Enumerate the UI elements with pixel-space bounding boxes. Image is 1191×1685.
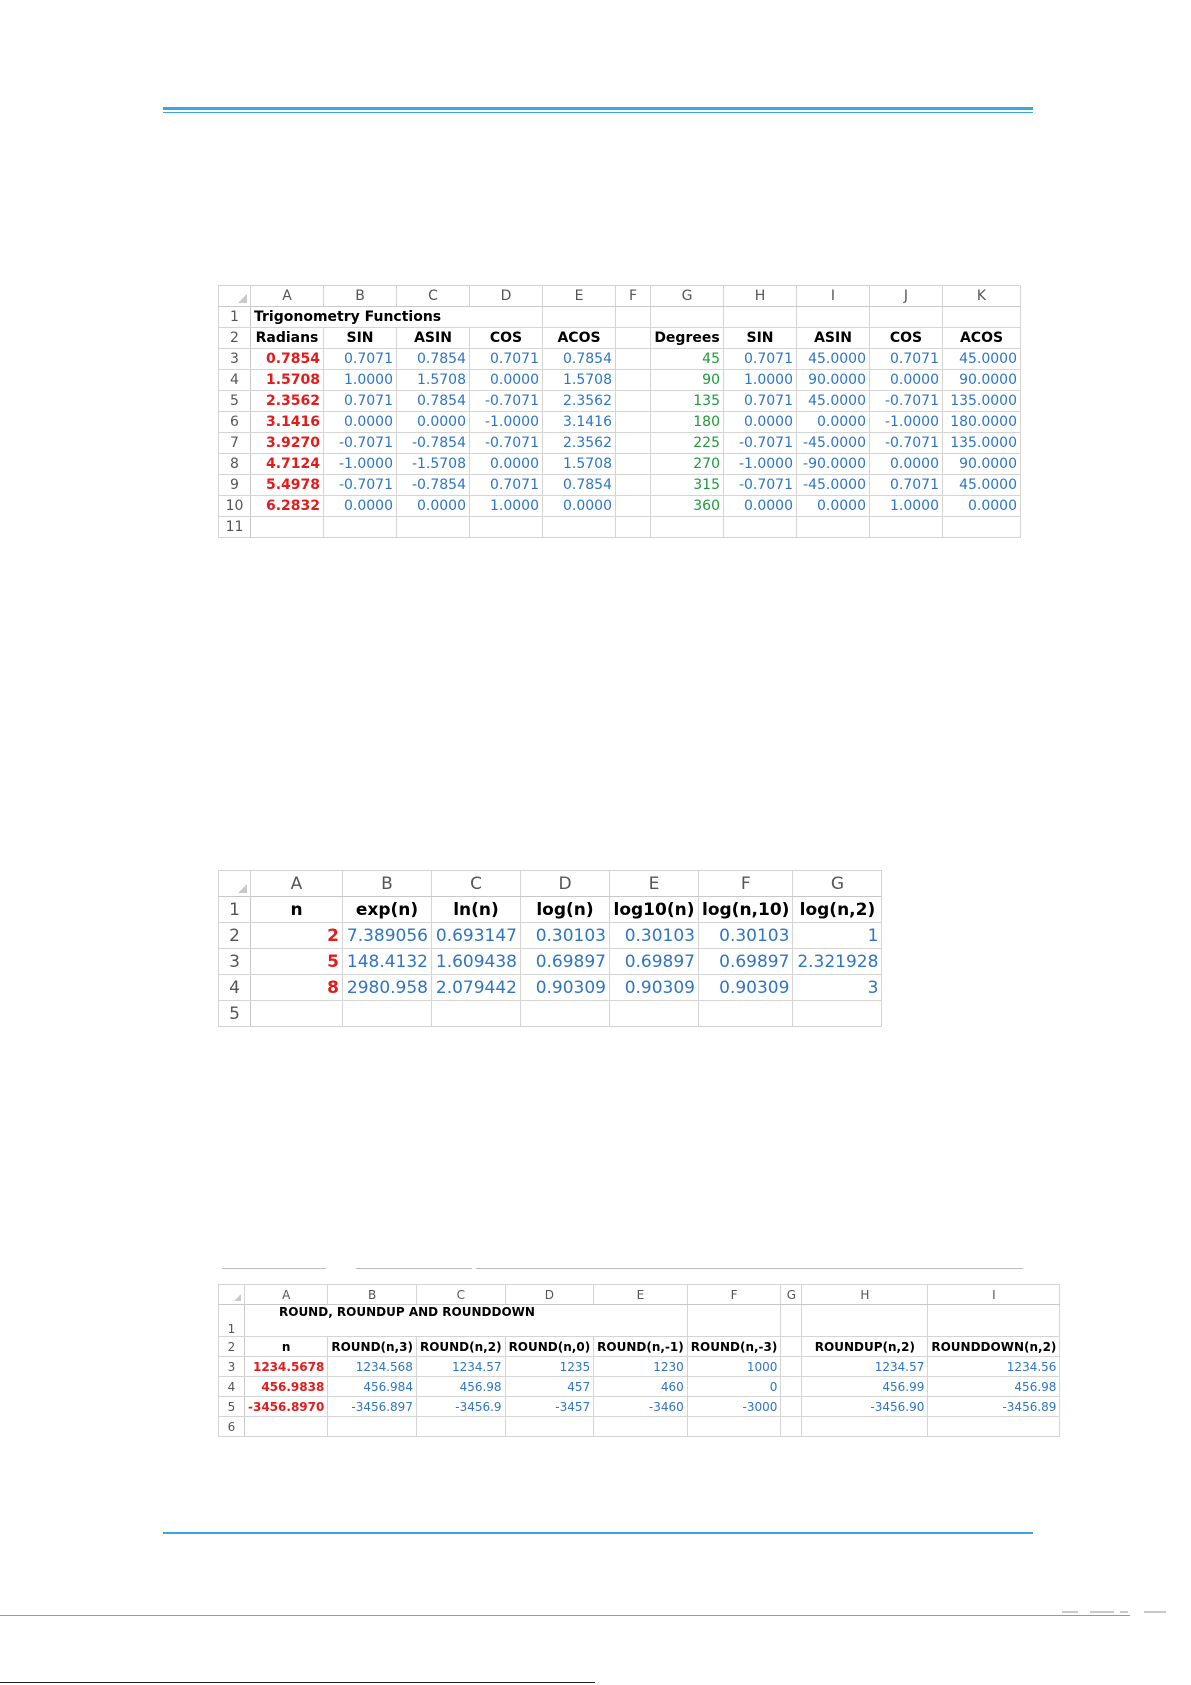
cell[interactable]: 1234.57	[802, 1357, 928, 1377]
cell[interactable]: 0.7854	[397, 349, 470, 370]
cell[interactable]: -1.0000	[724, 454, 797, 475]
cell[interactable]: 0.7854	[543, 475, 616, 496]
column-header[interactable]: H	[724, 286, 797, 307]
log-spreadsheet	[218, 870, 882, 1027]
table-row	[219, 897, 882, 923]
divider	[356, 1268, 472, 1269]
cell[interactable]	[521, 1001, 610, 1027]
cell[interactable]: 1234.57	[416, 1357, 505, 1377]
cell[interactable]: 7.389056	[343, 923, 432, 949]
cell[interactable]: -0.7854	[397, 433, 470, 454]
cell[interactable]: 1234.568	[328, 1357, 417, 1377]
header-cell[interactable]: ASIN	[797, 328, 870, 349]
cell[interactable]: 1.5708	[251, 370, 324, 391]
cell[interactable]: -1.0000	[324, 454, 397, 475]
cell[interactable]: 5	[251, 949, 343, 975]
cell[interactable]	[616, 391, 651, 412]
row-header[interactable]: 6	[219, 412, 251, 433]
cell[interactable]	[616, 307, 651, 328]
cell[interactable]: 90	[651, 370, 724, 391]
table-row	[219, 1417, 1060, 1437]
cell[interactable]: 0.7854	[397, 391, 470, 412]
column-header[interactable]: A	[251, 871, 343, 897]
table-row	[219, 517, 1021, 538]
cell[interactable]: 0.69897	[610, 949, 699, 975]
cell[interactable]: -90.0000	[797, 454, 870, 475]
cell[interactable]: 0.7071	[324, 349, 397, 370]
row-header[interactable]: 3	[219, 949, 251, 975]
cell[interactable]	[343, 1001, 432, 1027]
column-header[interactable]: D	[521, 871, 610, 897]
cell[interactable]	[724, 307, 797, 328]
cell[interactable]	[470, 307, 543, 328]
footer-rule-blue	[163, 1532, 1033, 1534]
cell[interactable]: 3.9270	[251, 433, 324, 454]
cell[interactable]: 45.0000	[797, 349, 870, 370]
cell[interactable]: 1.0000	[470, 496, 543, 517]
sheet-title[interactable]: ROUND, ROUNDUP AND ROUNDDOWN	[245, 1305, 594, 1337]
cell[interactable]	[651, 307, 724, 328]
column-header[interactable]: B	[328, 1285, 417, 1305]
cell[interactable]	[251, 517, 324, 538]
cell[interactable]	[870, 517, 943, 538]
header-cell[interactable]: ROUND(n,-1)	[594, 1337, 688, 1357]
cell[interactable]: 456.98	[928, 1377, 1060, 1397]
cell[interactable]: -1.5708	[397, 454, 470, 475]
header-cell[interactable]: ASIN	[397, 328, 470, 349]
cell[interactable]: -0.7071	[724, 475, 797, 496]
cell[interactable]: 270	[651, 454, 724, 475]
header-cell[interactable]: ln(n)	[432, 897, 521, 923]
page-mark	[1120, 1611, 1128, 1613]
cell[interactable]: 180	[651, 412, 724, 433]
cell[interactable]: 0.7071	[870, 349, 943, 370]
table-row	[219, 1305, 1060, 1337]
cell[interactable]: 1230	[594, 1357, 688, 1377]
header-cell[interactable]: ROUND(n,0)	[505, 1337, 594, 1357]
cell[interactable]	[802, 1305, 928, 1337]
cell[interactable]: 0.90309	[699, 975, 793, 1001]
page-mark	[1144, 1611, 1166, 1613]
header-cell[interactable]: ROUND(n,2)	[416, 1337, 505, 1357]
cell[interactable]: 225	[651, 433, 724, 454]
cell[interactable]	[397, 517, 470, 538]
cell[interactable]	[416, 1417, 505, 1437]
cell[interactable]: 0.0000	[797, 412, 870, 433]
cell[interactable]: 2980.958	[343, 975, 432, 1001]
cell[interactable]	[793, 1001, 882, 1027]
cell[interactable]: 0.0000	[397, 496, 470, 517]
cell[interactable]: -3456.8970	[245, 1397, 328, 1417]
cell[interactable]: 2.3562	[543, 433, 616, 454]
cell[interactable]	[651, 517, 724, 538]
cell[interactable]: 45	[651, 349, 724, 370]
row-header[interactable]: 4	[219, 975, 251, 1001]
cell[interactable]	[797, 307, 870, 328]
cell[interactable]: 0.7071	[470, 475, 543, 496]
header-cell[interactable]: exp(n)	[343, 897, 432, 923]
cell[interactable]: 2	[251, 923, 343, 949]
cell[interactable]: -1.0000	[470, 412, 543, 433]
cell[interactable]: 0.0000	[470, 370, 543, 391]
bottom-rule	[0, 1682, 595, 1683]
cell[interactable]	[505, 1417, 594, 1437]
cell[interactable]	[797, 517, 870, 538]
cell[interactable]: -3456.89	[928, 1397, 1060, 1417]
row-header[interactable]: 6	[219, 1417, 245, 1437]
column-header[interactable]: A	[251, 286, 324, 307]
cell[interactable]: 0.0000	[724, 412, 797, 433]
footer-rule	[0, 1615, 1130, 1616]
cell[interactable]: 2.321928	[793, 949, 882, 975]
cell[interactable]: 1234.5678	[245, 1357, 328, 1377]
cell[interactable]: 45.0000	[797, 391, 870, 412]
cell[interactable]: 0.69897	[699, 949, 793, 975]
cell[interactable]	[928, 1417, 1060, 1437]
cell[interactable]: 2.3562	[543, 391, 616, 412]
cell[interactable]: 0.0000	[870, 370, 943, 391]
cell[interactable]: 135.0000	[943, 391, 1021, 412]
cell[interactable]: 0.0000	[324, 412, 397, 433]
header-cell[interactable]: COS	[870, 328, 943, 349]
table-row	[219, 496, 1021, 517]
header-rule	[163, 107, 1033, 110]
column-header[interactable]: K	[943, 286, 1021, 307]
cell[interactable]: 4.7124	[251, 454, 324, 475]
header-cell[interactable]: Radians	[251, 328, 324, 349]
cell[interactable]: -45.0000	[797, 475, 870, 496]
cell[interactable]: 1.609438	[432, 949, 521, 975]
header-cell[interactable]: COS	[470, 328, 543, 349]
cell[interactable]: -45.0000	[797, 433, 870, 454]
row-header[interactable]: 5	[219, 1001, 251, 1027]
cell[interactable]	[943, 307, 1021, 328]
cell[interactable]	[543, 517, 616, 538]
cell[interactable]	[610, 1001, 699, 1027]
cell[interactable]: 148.4132	[343, 949, 432, 975]
cell[interactable]: 0.0000	[870, 454, 943, 475]
column-header[interactable]: A	[245, 1285, 328, 1305]
table-row	[219, 923, 882, 949]
row-header[interactable]: 1	[219, 897, 251, 923]
column-header[interactable]: B	[324, 286, 397, 307]
cell[interactable]: 5.4978	[251, 475, 324, 496]
row-header[interactable]: 2	[219, 1337, 245, 1357]
cell[interactable]: 0.69897	[521, 949, 610, 975]
cell[interactable]	[616, 475, 651, 496]
column-header[interactable]: E	[594, 1285, 688, 1305]
cell[interactable]: 0.90309	[521, 975, 610, 1001]
cell[interactable]: -0.7071	[724, 433, 797, 454]
cell[interactable]: 1000	[687, 1357, 781, 1377]
cell[interactable]: 180.0000	[943, 412, 1021, 433]
row-header[interactable]: 1	[219, 1305, 245, 1337]
header-cell[interactable]	[616, 328, 651, 349]
header-cell[interactable]: ROUND(n,3)	[328, 1337, 417, 1357]
cell[interactable]: 0.0000	[543, 496, 616, 517]
header-cell[interactable]: SIN	[724, 328, 797, 349]
cell[interactable]: 315	[651, 475, 724, 496]
table-row	[219, 370, 1021, 391]
cell[interactable]	[251, 1001, 343, 1027]
cell[interactable]: 2.079442	[432, 975, 521, 1001]
cell[interactable]: 1.0000	[724, 370, 797, 391]
cell[interactable]: -0.7071	[470, 391, 543, 412]
header-cell[interactable]	[781, 1337, 802, 1357]
cell[interactable]: 0.7071	[470, 349, 543, 370]
header-rule-thin	[163, 112, 1033, 113]
column-header[interactable]: H	[802, 1285, 928, 1305]
cell[interactable]	[802, 1417, 928, 1437]
row-header[interactable]: 11	[219, 517, 251, 538]
cell[interactable]	[870, 307, 943, 328]
cell[interactable]: 460	[594, 1377, 688, 1397]
cell[interactable]: 456.9838	[245, 1377, 328, 1397]
table-row	[219, 328, 1021, 349]
cell[interactable]	[594, 1305, 688, 1337]
cell[interactable]: 6.2832	[251, 496, 324, 517]
table-row	[219, 1377, 1060, 1397]
cell[interactable]: 0.30103	[521, 923, 610, 949]
cell[interactable]: 2.3562	[251, 391, 324, 412]
cell[interactable]	[781, 1305, 802, 1337]
cell[interactable]: -0.7071	[870, 433, 943, 454]
cell[interactable]	[245, 1417, 328, 1437]
divider	[476, 1268, 1023, 1269]
cell[interactable]: 457	[505, 1377, 594, 1397]
cell[interactable]: 456.99	[802, 1377, 928, 1397]
column-header-row	[219, 286, 1021, 307]
cell[interactable]: 3	[793, 975, 882, 1001]
column-header[interactable]: E	[610, 871, 699, 897]
cell[interactable]: 3.1416	[251, 412, 324, 433]
cell[interactable]: -3456.897	[328, 1397, 417, 1417]
cell[interactable]: 0.7071	[724, 391, 797, 412]
header-cell[interactable]: log(n)	[521, 897, 610, 923]
row-header[interactable]: 4	[219, 1377, 245, 1397]
cell[interactable]: 1.0000	[324, 370, 397, 391]
row-header[interactable]: 3	[219, 349, 251, 370]
cell[interactable]: 3.1416	[543, 412, 616, 433]
row-header[interactable]: 5	[219, 391, 251, 412]
row-header[interactable]: 2	[219, 923, 251, 949]
cell[interactable]: 0.7854	[543, 349, 616, 370]
cell[interactable]: -0.7071	[870, 391, 943, 412]
table-row	[219, 475, 1021, 496]
cell[interactable]: 0.0000	[943, 496, 1021, 517]
table-row	[219, 391, 1021, 412]
row-header[interactable]: 10	[219, 496, 251, 517]
cell[interactable]	[432, 1001, 521, 1027]
cell[interactable]	[616, 454, 651, 475]
sheet-title[interactable]: Trigonometry Functions	[251, 307, 470, 328]
table-row	[219, 1001, 882, 1027]
table-row	[219, 433, 1021, 454]
row-header[interactable]: 2	[219, 328, 251, 349]
select-all-corner[interactable]	[219, 871, 251, 897]
cell[interactable]: 0.7071	[870, 475, 943, 496]
header-cell[interactable]: log(n,10)	[699, 897, 793, 923]
row-header[interactable]: 8	[219, 454, 251, 475]
cell[interactable]: -3460	[594, 1397, 688, 1417]
cell[interactable]: -0.7071	[324, 475, 397, 496]
cell[interactable]: 45.0000	[943, 349, 1021, 370]
column-header[interactable]: E	[543, 286, 616, 307]
table-row	[219, 412, 1021, 433]
cell[interactable]: -0.7071	[324, 433, 397, 454]
header-cell[interactable]: n	[245, 1337, 328, 1357]
cell[interactable]: -3456.9	[416, 1397, 505, 1417]
header-cell[interactable]: ROUNDDOWN(n,2)	[928, 1337, 1060, 1357]
cell[interactable]	[616, 349, 651, 370]
cell[interactable]: 1.5708	[397, 370, 470, 391]
cell[interactable]	[616, 433, 651, 454]
cell[interactable]	[781, 1417, 802, 1437]
row-header[interactable]: 5	[219, 1397, 245, 1417]
cell[interactable]	[781, 1377, 802, 1397]
cell[interactable]: -0.7854	[397, 475, 470, 496]
header-cell[interactable]: ACOS	[943, 328, 1021, 349]
cell[interactable]: 135.0000	[943, 433, 1021, 454]
column-header[interactable]: F	[616, 286, 651, 307]
column-header[interactable]: C	[397, 286, 470, 307]
table-row	[219, 1357, 1060, 1377]
cell[interactable]: 0.30103	[610, 923, 699, 949]
cell[interactable]	[543, 307, 616, 328]
header-cell[interactable]: SIN	[324, 328, 397, 349]
column-header[interactable]: G	[781, 1285, 802, 1305]
cell[interactable]: 0.0000	[470, 454, 543, 475]
page-mark	[1090, 1611, 1114, 1613]
cell[interactable]: 0.90309	[610, 975, 699, 1001]
header-cell[interactable]: ACOS	[543, 328, 616, 349]
cell[interactable]: 0.0000	[797, 496, 870, 517]
row-header[interactable]: 7	[219, 433, 251, 454]
table-row	[219, 454, 1021, 475]
table-row	[219, 949, 882, 975]
trig-spreadsheet	[218, 285, 1021, 538]
column-header[interactable]: F	[699, 871, 793, 897]
cell[interactable]: 135	[651, 391, 724, 412]
table-row	[219, 975, 882, 1001]
column-header[interactable]: J	[870, 286, 943, 307]
column-header[interactable]: I	[797, 286, 870, 307]
row-header[interactable]: 1	[219, 307, 251, 328]
column-header[interactable]: G	[651, 286, 724, 307]
cell[interactable]: 0.0000	[724, 496, 797, 517]
cell[interactable]	[781, 1357, 802, 1377]
cell[interactable]	[324, 517, 397, 538]
page-mark	[1062, 1611, 1078, 1613]
cell[interactable]: 1.0000	[870, 496, 943, 517]
select-all-corner[interactable]	[219, 286, 251, 307]
cell[interactable]: 0.7854	[251, 349, 324, 370]
column-header-row	[219, 1285, 1060, 1305]
cell[interactable]: 1	[793, 923, 882, 949]
cell[interactable]: 0.7071	[724, 349, 797, 370]
header-cell[interactable]: ROUND(n,-3)	[687, 1337, 781, 1357]
cell[interactable]: -3457	[505, 1397, 594, 1417]
cell[interactable]: 360	[651, 496, 724, 517]
cell[interactable]: -1.0000	[870, 412, 943, 433]
table-row	[219, 349, 1021, 370]
table-row	[219, 1397, 1060, 1417]
cell[interactable]: -0.7071	[470, 433, 543, 454]
cell[interactable]	[781, 1397, 802, 1417]
cell[interactable]	[687, 1305, 781, 1337]
column-header[interactable]: C	[432, 871, 521, 897]
cell[interactable]	[470, 517, 543, 538]
column-header[interactable]: F	[687, 1285, 781, 1305]
row-header[interactable]: 3	[219, 1357, 245, 1377]
cell[interactable]	[687, 1417, 781, 1437]
cell[interactable]: 0.7071	[324, 391, 397, 412]
cell[interactable]: 1234.56	[928, 1357, 1060, 1377]
cell[interactable]: 1.5708	[543, 370, 616, 391]
cell[interactable]: 1.5708	[543, 454, 616, 475]
row-header[interactable]: 9	[219, 475, 251, 496]
select-all-corner[interactable]	[219, 1285, 245, 1305]
cell[interactable]: 0	[687, 1377, 781, 1397]
header-cell[interactable]: Degrees	[651, 328, 724, 349]
cell[interactable]: 90.0000	[943, 370, 1021, 391]
cell[interactable]: -3456.90	[802, 1397, 928, 1417]
column-header[interactable]: D	[470, 286, 543, 307]
header-cell[interactable]: log(n,2)	[793, 897, 882, 923]
cell[interactable]	[328, 1417, 417, 1437]
column-header[interactable]: C	[416, 1285, 505, 1305]
cell[interactable]: 0.693147	[432, 923, 521, 949]
cell[interactable]	[699, 1001, 793, 1027]
header-cell[interactable]: log10(n)	[610, 897, 699, 923]
cell[interactable]	[616, 370, 651, 391]
row-header[interactable]: 4	[219, 370, 251, 391]
cell[interactable]	[594, 1417, 688, 1437]
cell[interactable]	[943, 517, 1021, 538]
cell[interactable]	[616, 496, 651, 517]
column-header[interactable]: D	[505, 1285, 594, 1305]
cell[interactable]: 1235	[505, 1357, 594, 1377]
table-row	[219, 1337, 1060, 1357]
header-cell[interactable]: ROUNDUP(n,2)	[802, 1337, 928, 1357]
cell[interactable]: -3000	[687, 1397, 781, 1417]
cell[interactable]	[616, 517, 651, 538]
cell[interactable]: 90.0000	[797, 370, 870, 391]
header-cell[interactable]: n	[251, 897, 343, 923]
cell[interactable]	[724, 517, 797, 538]
divider	[222, 1268, 326, 1269]
cell[interactable]: 0.30103	[699, 923, 793, 949]
cell[interactable]	[616, 412, 651, 433]
column-header[interactable]: G	[793, 871, 882, 897]
cell[interactable]: 456.984	[328, 1377, 417, 1397]
table-row	[219, 307, 1021, 328]
column-header-row	[219, 871, 882, 897]
column-header[interactable]: I	[928, 1285, 1060, 1305]
cell[interactable]: 45.0000	[943, 475, 1021, 496]
cell[interactable]: 90.0000	[943, 454, 1021, 475]
cell[interactable]: 456.98	[416, 1377, 505, 1397]
cell[interactable]	[928, 1305, 1060, 1337]
cell[interactable]: 0.0000	[324, 496, 397, 517]
column-header[interactable]: B	[343, 871, 432, 897]
cell[interactable]: 0.0000	[397, 412, 470, 433]
cell[interactable]: 8	[251, 975, 343, 1001]
rounding-spreadsheet	[218, 1284, 1060, 1437]
